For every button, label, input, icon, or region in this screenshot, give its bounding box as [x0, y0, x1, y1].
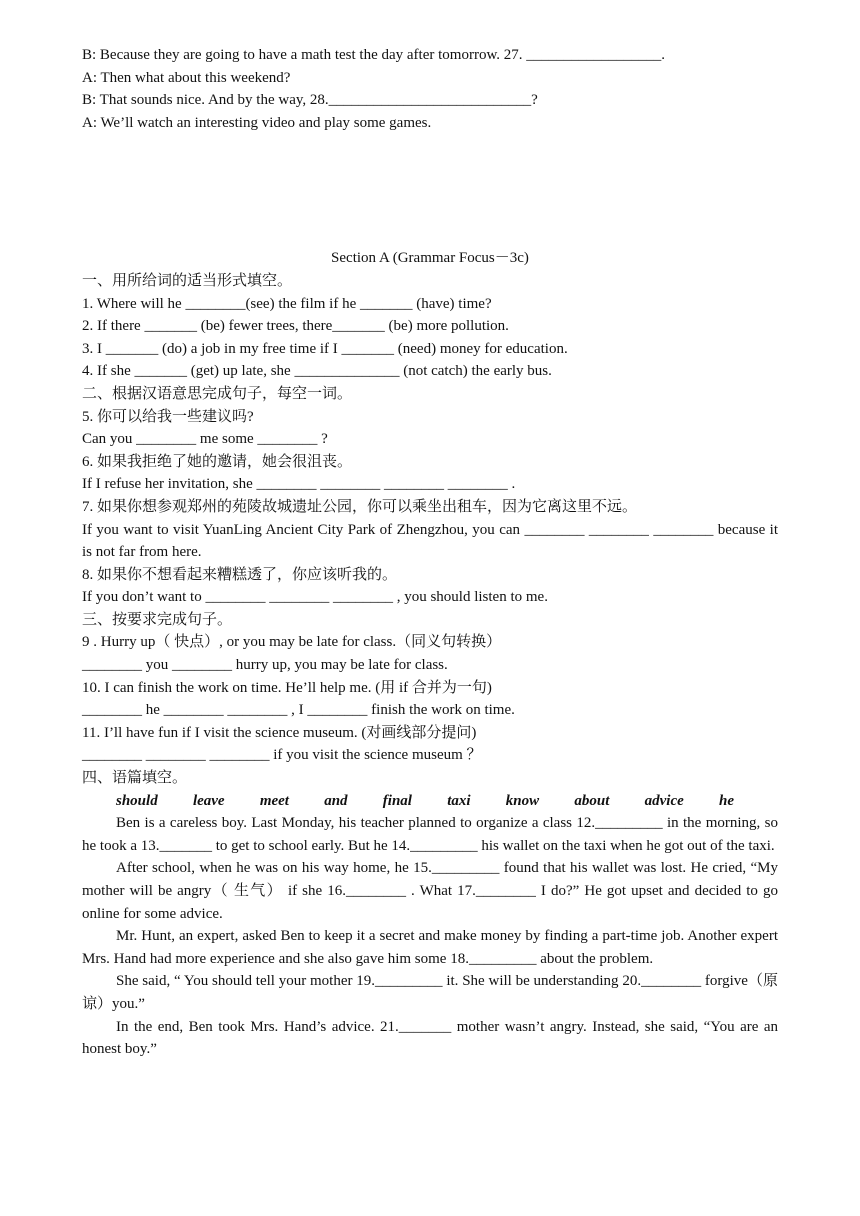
part3-heading: 三、按要求完成句子。 [82, 611, 233, 628]
passage-paragraph-5: In the end, Ben took Mrs. Hand’s advice. 21._______ mother wasn’t angry. Instead, she said, “You are an honest boy.” [82, 1018, 778, 1058]
question-7-chinese: 7. 如果你想参观郑州的苑陵故城遗址公园，你可以乘坐出租车，因为它离这里不远。 [82, 498, 638, 515]
question-7-english: If you want to visit YuanLing Ancient City Park of Zhengzhou, you can ________ ________ ________ because it is not far from here. [82, 521, 778, 561]
question-8-chinese: 8. 如果你不想看起来糟糕透了，你应该听我的。 [82, 566, 398, 583]
word-bank [82, 790, 778, 813]
word-bank-item: taxi [447, 792, 471, 809]
passage-paragraph-3: Mr. Hunt, an expert, asked Ben to keep it a secret and make money by finding a part-time job. Another expert Mrs. Hand had more experience and she also gave him some 18._________ about the problem. [82, 928, 778, 967]
passage-paragraph-2: After school, when he was on his way home, he 15._________ found that his wallet was lost. He cried, “My mother will be angry（ 生气） if she 16.________ . What 17.________ I do?” He got upset and decided to go online for some advice. [82, 860, 778, 922]
word-bank-item: advice [644, 792, 684, 809]
question-1: 1. Where will he ________(see) the film if he _______ (have) time? [82, 295, 492, 312]
word-bank-item: final [382, 792, 412, 809]
word-bank-item: know [505, 792, 540, 809]
word-bank-item: about [574, 792, 610, 809]
part4-heading: 四、语篇填空。 [82, 770, 188, 787]
passage-paragraph-4: She said, “ You should tell your mother 19._________ it. She will be understanding 20.________ forgive（原谅）you.” [82, 973, 778, 1012]
word-bank-item: meet [259, 792, 289, 809]
dialogue-line-1: B: Because they are going to have a math test the day after tomorrow. 27. __________________. [82, 47, 666, 63]
blank-space [82, 134, 778, 247]
question-6-english: If I refuse her invitation, she ________ ________ ________ ________ . [82, 476, 516, 493]
question-11: 11. I’ll have fun if I visit the science museum. (对画线部分提问) [82, 724, 477, 741]
dialogue-line-3: B: That sounds nice. And by the way, 28.___________________________? [82, 92, 538, 109]
word-bank-item: and [324, 792, 348, 809]
dialogue-line-4: A: We’ll watch an interesting video and play some games. [82, 114, 432, 131]
word-bank-item: leave [192, 792, 225, 809]
dialogue-line-2: A: Then what about this weekend? [82, 69, 291, 86]
question-9-answer: ________ you ________ hurry up, you may be late for class. [82, 657, 448, 674]
question-8-english: If you don’t want to ________ ________ ________ , you should listen to me. [82, 589, 548, 606]
part2-heading: 二、根据汉语意思完成句子，每空一词。 [82, 385, 353, 402]
part1-heading: 一、用所给词的适当形式填空。 [82, 272, 293, 289]
question-2: 2. If there _______ (be) fewer trees, there_______ (be) more pollution. [82, 318, 509, 335]
passage-paragraph-1: Ben is a careless boy. Last Monday, his teacher planned to organize a class 12._________ in the morning, so he took a 13._______ to get to school early. But he 14._________ his wallet on the taxi when he got out of the taxi. [82, 815, 778, 854]
question-5-english: Can you ________ me some ________ ? [82, 431, 328, 448]
question-11-answer: ________ ________ ________ if you visit the science museum ？ [82, 747, 482, 764]
question-3: 3. I _______ (do) a job in my free time if I _______ (need) money for education. [82, 340, 568, 357]
question-10: 10. I can finish the work on time. He’ll help me. (用 if 合并为一句) [82, 679, 492, 696]
question-6-chinese: 6. 如果我拒绝了她的邀请，她会很沮丧。 [82, 453, 353, 470]
word-bank-item: he [719, 792, 734, 809]
question-5-chinese: 5. 你可以给我一些建议吗? [82, 408, 254, 425]
question-10-answer: ________ he ________ ________ , I ________ finish the work on time. [82, 702, 515, 719]
section-title: Section A (Grammar Focus－3c) [331, 250, 529, 267]
question-9: 9 . Hurry up（ 快点）, or you may be late for class.（同义句转换） [82, 634, 502, 651]
document-page [82, 44, 778, 1061]
question-4: 4. If she _______ (get) up late, she ______________ (not catch) the early bus. [82, 363, 552, 380]
word-bank-item: should [116, 792, 158, 809]
